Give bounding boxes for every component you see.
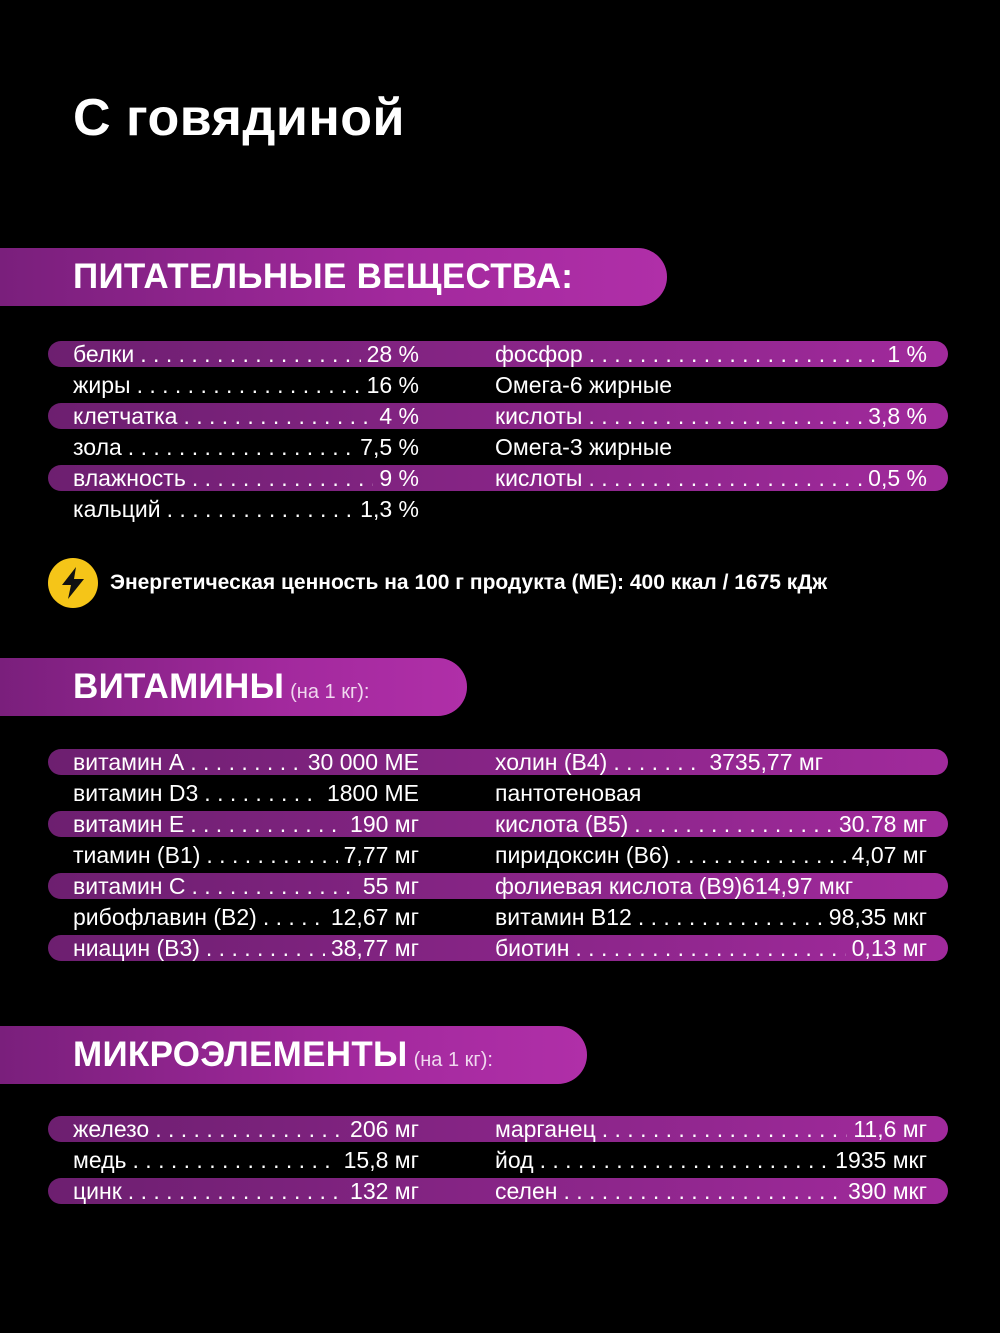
- vitamin-value: 7,77 мг: [343, 842, 419, 868]
- vitamin-value: 190 мг: [350, 811, 419, 837]
- nutrient-value: 16 %: [366, 372, 419, 398]
- vitamin-row: [495, 871, 927, 902]
- nutrient-row: [495, 463, 927, 494]
- vitamin-value: 614,97 мкг: [742, 873, 854, 899]
- micro-value: 15,8 мг: [343, 1147, 419, 1173]
- nutrient-value: 7,5 %: [360, 434, 419, 460]
- nutrient-row: [73, 463, 419, 494]
- vitamin-label: фолиевая кислота (В9): [495, 873, 743, 899]
- nutrient-label: клетчатка: [73, 403, 178, 429]
- vitamin-label: витамин В12: [495, 904, 632, 930]
- leader-dots: [206, 842, 337, 869]
- vitamin-value: 55 мг: [362, 873, 419, 899]
- vitamin-value: 12,67 мг: [330, 904, 419, 930]
- vitamin-label: ниацин (В3): [73, 935, 200, 961]
- nutrient-value: 28 %: [366, 341, 419, 367]
- vitamin-label: пиридоксин (В6): [495, 842, 670, 868]
- leader-dots: [190, 811, 344, 838]
- vitamin-row: [73, 902, 419, 933]
- vitamins-heading: ВИТАМИНЫ: [73, 667, 285, 706]
- leader-dots: [675, 842, 845, 869]
- nutrient-label: кальций: [73, 496, 161, 522]
- vitamin-row: [73, 809, 419, 840]
- micro-row: [73, 1114, 419, 1145]
- vitamin-row: [73, 933, 419, 964]
- micro-row: [495, 1145, 927, 1176]
- nutrient-value: 0,5 %: [868, 465, 927, 491]
- micro-value: 1935 мкг: [835, 1147, 927, 1173]
- micro-row: [495, 1114, 927, 1145]
- nutrient-row: [495, 370, 927, 401]
- leader-dots: [613, 749, 703, 776]
- vitamin-row: [495, 747, 927, 778]
- vitamin-value: 4,07 мг: [851, 842, 927, 868]
- vitamin-row: [495, 902, 927, 933]
- micro-heading: МИКРОЭЛЕМЕНТЫ: [73, 1035, 408, 1074]
- leader-dots: [128, 1178, 344, 1205]
- micro-banner: [0, 1026, 587, 1084]
- nutrient-row: [495, 401, 927, 432]
- nutrient-label: жиры: [73, 372, 131, 398]
- vitamin-value: 98,35 мкг: [828, 904, 927, 930]
- leader-dots: [140, 341, 360, 368]
- vitamin-label: витамин D3: [73, 780, 199, 806]
- micro-subheading: (на 1 кг):: [413, 1049, 493, 1071]
- leader-dots: [133, 1147, 338, 1174]
- micro-row: [73, 1176, 419, 1207]
- micro-row: [73, 1145, 419, 1176]
- leader-dots: [588, 403, 862, 430]
- nutrient-value: 3,8 %: [868, 403, 927, 429]
- vitamin-row: [73, 778, 419, 809]
- nutrient-label: Омега-6 жирные: [495, 372, 673, 398]
- leader-dots: [540, 1147, 830, 1174]
- leader-dots: [192, 873, 357, 900]
- nutrient-value: 9 %: [379, 465, 419, 491]
- vitamin-label: кислота (В5): [495, 811, 629, 837]
- micro-label: йод: [495, 1147, 534, 1173]
- nutrient-label: влажность: [73, 465, 186, 491]
- nutrient-row: [73, 432, 419, 463]
- micro-value: 11,6 мг: [853, 1116, 927, 1142]
- leader-dots: [183, 403, 373, 430]
- nutrient-label: Омега-3 жирные: [495, 434, 673, 460]
- vitamin-label: тиамин (В1): [73, 842, 201, 868]
- leader-dots: [192, 465, 374, 492]
- leader-dots: [588, 465, 862, 492]
- vitamin-value: 30.78 мг: [838, 811, 927, 837]
- leader-dots: [206, 935, 325, 962]
- micro-value: 132 мг: [350, 1178, 419, 1204]
- nutrient-label: белки: [73, 341, 135, 367]
- vitamin-label: рибофлавин (В2): [73, 904, 257, 930]
- vitamin-value: 30 000 МЕ: [307, 749, 419, 775]
- leader-dots: [589, 341, 882, 368]
- vitamin-label: витамин Е: [73, 811, 185, 837]
- leader-dots: [634, 811, 833, 838]
- vitamin-label: витамин С: [73, 873, 186, 899]
- vitamin-row: [495, 933, 927, 964]
- nutrient-row: [73, 401, 419, 432]
- nutrient-label: кислоты: [495, 465, 583, 491]
- vitamins-banner: [0, 658, 467, 716]
- vitamin-row: [495, 840, 927, 871]
- vitamin-row: [495, 809, 927, 840]
- micro-label: медь: [73, 1147, 127, 1173]
- leader-dots: [128, 434, 354, 461]
- vitamin-value: 3735,77 мг: [709, 749, 824, 775]
- nutrient-row: [495, 339, 927, 370]
- nutrient-label: фосфор: [495, 341, 583, 367]
- leader-dots: [155, 1116, 344, 1143]
- nutrient-row: [73, 339, 419, 370]
- page-title: С говядиной: [73, 89, 405, 147]
- nutrient-value: 4 %: [379, 403, 419, 429]
- energy-value: Энергетическая ценность на 100 г продукта (МЕ): 400 ккал / 1675 кДж: [110, 571, 828, 594]
- nutrient-label: кислоты: [495, 403, 583, 429]
- nutrient-value: 1 %: [887, 341, 927, 367]
- nutrient-row: [73, 494, 419, 525]
- vitamin-value: 38,77 мг: [330, 935, 419, 961]
- micro-value: 206 мг: [350, 1116, 419, 1142]
- vitamin-row: [73, 747, 419, 778]
- nutrient-row: [73, 370, 419, 401]
- nutrient-row: [495, 432, 927, 463]
- vitamin-label: витамин А: [73, 749, 185, 775]
- leader-dots: [204, 780, 321, 807]
- energy-line: [48, 558, 827, 608]
- nutrients-heading: ПИТАТЕЛЬНЫЕ ВЕЩЕСТВА:: [73, 257, 574, 296]
- nutrient-label: зола: [73, 434, 122, 460]
- leader-dots: [137, 372, 361, 399]
- leader-dots: [602, 1116, 848, 1143]
- micro-row: [495, 1176, 927, 1207]
- vitamin-value: 0,13 мг: [851, 935, 927, 961]
- micro-label: железо: [73, 1116, 150, 1142]
- leader-dots: [638, 904, 823, 931]
- micro-label: селен: [495, 1178, 558, 1204]
- vitamin-row: [495, 778, 927, 809]
- lightning-icon: [48, 558, 98, 608]
- nutrients-banner: [0, 248, 667, 306]
- leader-dots: [563, 1178, 842, 1205]
- vitamin-label: биотин: [495, 935, 570, 961]
- micro-label: цинк: [73, 1178, 122, 1204]
- leader-dots: [190, 749, 302, 776]
- vitamin-label: пантотеновая: [495, 780, 642, 806]
- vitamin-row: [73, 871, 419, 902]
- nutrient-value: 1,3 %: [360, 496, 419, 522]
- leader-dots: [167, 496, 355, 523]
- vitamin-value: 1800 МЕ: [326, 780, 419, 806]
- vitamin-row: [73, 840, 419, 871]
- micro-label: марганец: [495, 1116, 596, 1142]
- micro-value: 390 мкг: [847, 1178, 927, 1204]
- vitamin-label: холин (В4): [495, 749, 608, 775]
- leader-dots: [575, 935, 845, 962]
- vitamins-subheading: (на 1 кг):: [290, 681, 370, 703]
- leader-dots: [263, 904, 325, 931]
